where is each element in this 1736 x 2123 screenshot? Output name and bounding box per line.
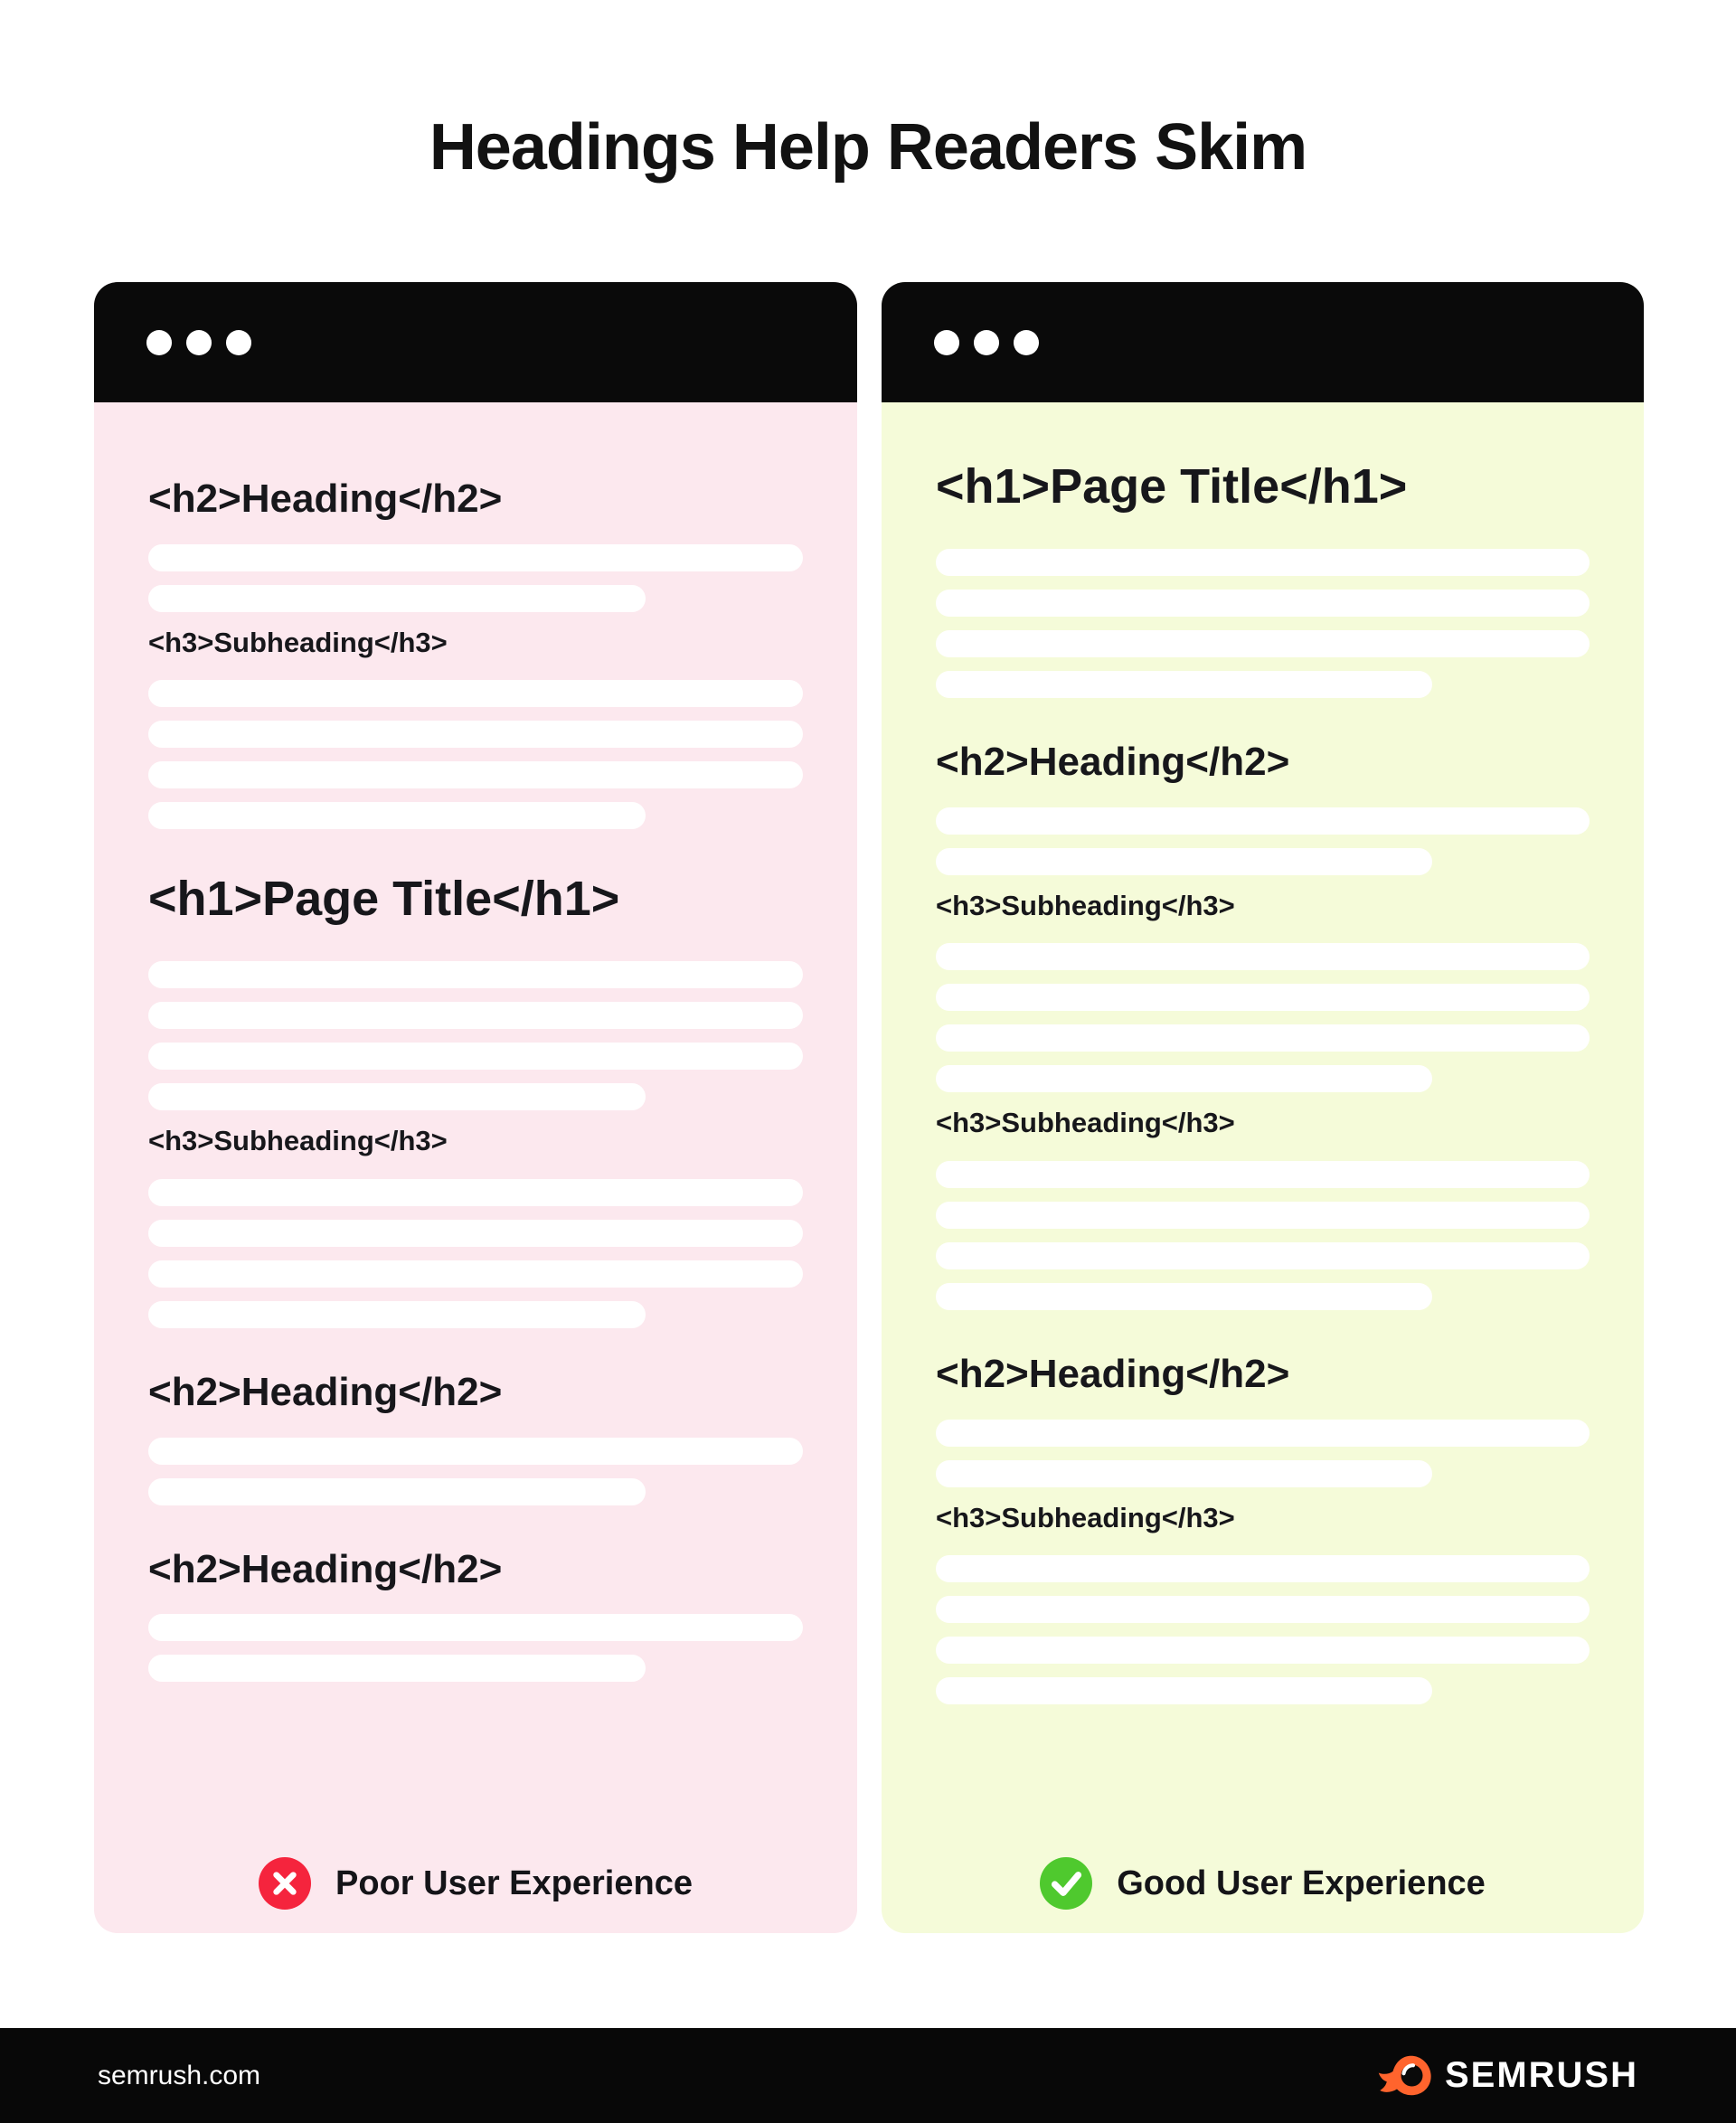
h1-tag-label: <h1>Page Title</h1>	[148, 872, 620, 927]
x-circle-icon	[259, 1857, 311, 1910]
text-line-placeholder	[936, 1024, 1590, 1052]
h2-tag-label: <h2>Heading</h2>	[936, 1351, 1290, 1396]
text-line-placeholder	[936, 943, 1590, 970]
text-line-placeholder	[936, 1637, 1590, 1664]
footer-bar	[0, 2028, 1736, 2123]
text-line-placeholder	[936, 1065, 1432, 1092]
h3-tag-label: <h3>Subheading</h3>	[148, 626, 448, 658]
semrush-flame-icon	[1378, 2054, 1432, 2097]
paragraph-placeholder	[936, 1555, 1590, 1704]
infographic-title: Headings Help Readers Skim	[429, 111, 1307, 184]
paragraph-placeholder	[148, 1438, 803, 1505]
paragraph-placeholder	[148, 680, 803, 829]
text-line-placeholder	[148, 1220, 803, 1247]
semrush-wordmark: SEMRUSH	[1444, 2055, 1638, 2095]
text-line-placeholder	[148, 1179, 803, 1206]
text-line-placeholder	[936, 1420, 1590, 1447]
paragraph-placeholder	[148, 1179, 803, 1328]
text-line-placeholder	[936, 1242, 1590, 1269]
text-line-placeholder	[148, 1478, 646, 1505]
paragraph-placeholder	[936, 549, 1590, 698]
h2-tag-label: <h2>Heading</h2>	[148, 1546, 503, 1591]
text-line-placeholder	[936, 984, 1590, 1011]
browser-titlebar	[882, 282, 1644, 402]
verdict-row	[94, 1857, 857, 1910]
text-line-placeholder	[936, 1202, 1590, 1229]
text-line-placeholder	[148, 680, 803, 707]
window-dot-icon	[146, 330, 172, 355]
window-dot-icon	[1014, 330, 1039, 355]
verdict-label: Poor User Experience	[335, 1864, 693, 1902]
text-line-placeholder	[936, 1555, 1590, 1582]
h3-tag-label: <h3>Subheading</h3>	[148, 1125, 448, 1157]
window-dot-icon	[186, 330, 212, 355]
text-line-placeholder	[936, 630, 1590, 657]
text-line-placeholder	[148, 1083, 646, 1110]
mock-page-content	[94, 476, 857, 1682]
window-dot-icon	[934, 330, 959, 355]
paragraph-placeholder	[936, 1420, 1590, 1487]
text-line-placeholder	[148, 1002, 803, 1029]
window-dot-icon	[974, 330, 999, 355]
text-line-placeholder	[148, 1301, 646, 1328]
text-line-placeholder	[936, 1677, 1432, 1704]
h3-tag-label: <h3>Subheading</h3>	[936, 1501, 1235, 1533]
paragraph-placeholder	[148, 1614, 803, 1682]
text-line-placeholder	[936, 549, 1590, 576]
window-dot-icon	[226, 330, 251, 355]
text-line-placeholder	[936, 590, 1590, 617]
browser-titlebar	[94, 282, 857, 402]
mock-page-content	[882, 458, 1644, 1704]
paragraph-placeholder	[936, 807, 1590, 875]
text-line-placeholder	[148, 1655, 646, 1682]
text-line-placeholder	[148, 761, 803, 788]
browser-mockup-good	[882, 282, 1644, 1933]
text-line-placeholder	[936, 848, 1432, 875]
text-line-placeholder	[148, 721, 803, 748]
text-line-placeholder	[936, 1460, 1432, 1487]
paragraph-placeholder	[148, 544, 803, 612]
verdict-label: Good User Experience	[1117, 1864, 1486, 1902]
text-line-placeholder	[936, 671, 1432, 698]
h3-tag-label: <h3>Subheading</h3>	[936, 889, 1235, 921]
text-line-placeholder	[148, 1260, 803, 1288]
paragraph-placeholder	[936, 943, 1590, 1092]
text-line-placeholder	[936, 1283, 1432, 1310]
text-line-placeholder	[148, 585, 646, 612]
text-line-placeholder	[936, 807, 1590, 835]
verdict-row	[882, 1857, 1644, 1910]
text-line-placeholder	[148, 544, 803, 571]
text-line-placeholder	[936, 1596, 1590, 1623]
text-line-placeholder	[148, 1043, 803, 1070]
h2-tag-label: <h2>Heading</h2>	[936, 740, 1290, 785]
text-line-placeholder	[148, 961, 803, 988]
text-line-placeholder	[148, 802, 646, 829]
text-line-placeholder	[936, 1161, 1590, 1188]
text-line-placeholder	[148, 1438, 803, 1465]
h2-tag-label: <h2>Heading</h2>	[148, 476, 503, 521]
text-line-placeholder	[148, 1614, 803, 1641]
semrush-logo	[1378, 2054, 1638, 2097]
h3-tag-label: <h3>Subheading</h3>	[936, 1107, 1235, 1139]
paragraph-placeholder	[148, 961, 803, 1110]
h1-tag-label: <h1>Page Title</h1>	[936, 459, 1408, 514]
paragraph-placeholder	[936, 1161, 1590, 1310]
footer-site-url: semrush.com	[98, 2060, 261, 2090]
check-circle-icon	[1040, 1857, 1092, 1910]
browser-mockup-poor	[94, 282, 857, 1933]
h2-tag-label: <h2>Heading</h2>	[148, 1369, 503, 1414]
